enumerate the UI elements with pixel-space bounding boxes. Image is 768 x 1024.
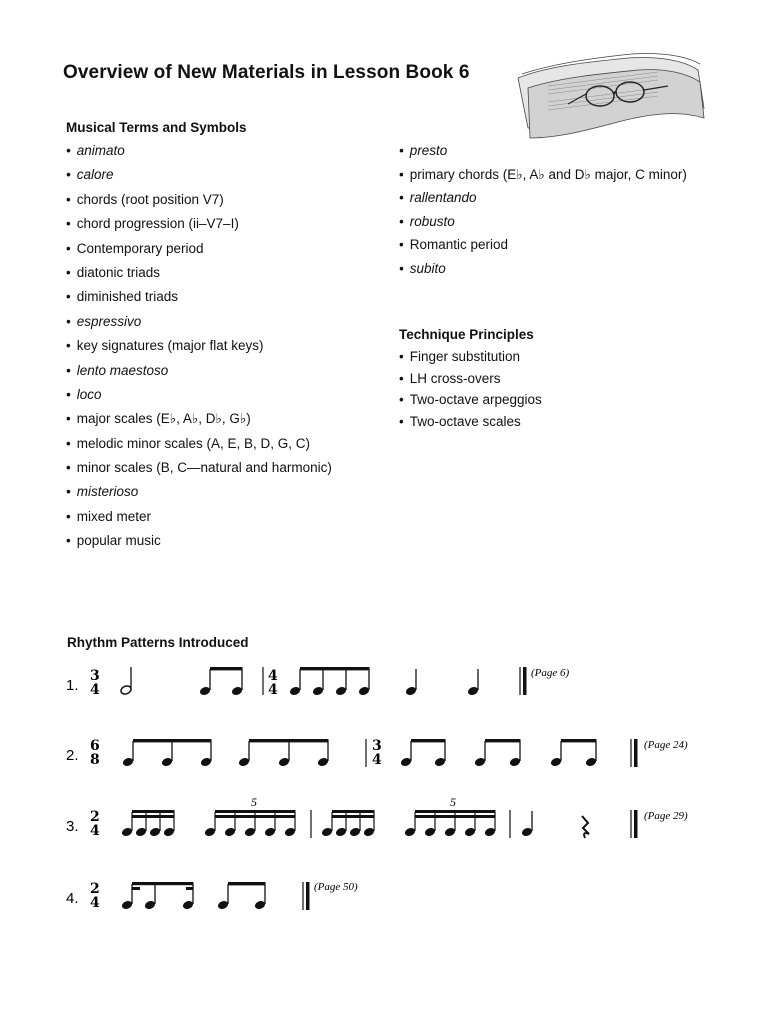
quarter-rest [582, 816, 589, 838]
svg-text:4: 4 [372, 752, 382, 768]
time-signature-4-4 [268, 668, 278, 698]
page-reference: (Page 29) [644, 810, 688, 822]
rhythm-heading: Rhythm Patterns Introduced [67, 635, 249, 650]
list-item: • lento maestoso [66, 361, 332, 385]
rhythm-pattern-2 [66, 738, 688, 768]
sixteenth-note-group [121, 810, 175, 837]
eighth-note-pair [400, 739, 446, 767]
svg-text:4: 4 [268, 682, 278, 698]
half-note [120, 667, 132, 695]
list-item: • diminished triads [66, 287, 332, 311]
final-barline [520, 667, 527, 695]
pattern-number: 3. [66, 818, 79, 835]
list-item: • minor scales (B, C—natural and harmonic) [66, 458, 332, 482]
list-item: • presto [399, 141, 739, 165]
eighth-note-pair [474, 739, 521, 767]
list-item: • animato [66, 141, 332, 165]
svg-text:2: 2 [90, 881, 100, 897]
svg-text:4: 4 [90, 682, 100, 698]
list-item: • robusto [399, 212, 739, 236]
list-item: • Romantic period [399, 235, 739, 259]
tuplet-number: 5 [251, 795, 257, 809]
page-reference: (Page 6) [531, 667, 570, 679]
sheet-music-illustration [508, 48, 710, 146]
svg-text:4: 4 [90, 895, 100, 911]
list-item: • calore [66, 165, 332, 189]
svg-text:3: 3 [372, 738, 382, 754]
pattern-number: 1. [66, 677, 79, 694]
time-signature-2-4 [90, 809, 100, 839]
terms-list-right [399, 141, 739, 282]
list-item: • loco [66, 385, 332, 409]
final-barline [303, 882, 310, 910]
eighth-note-group [238, 739, 329, 767]
eighth-note-pair [217, 882, 266, 910]
time-signature-3-4 [372, 738, 382, 768]
terms-heading: Musical Terms and Symbols [66, 120, 247, 135]
list-item: • key signatures (major flat keys) [66, 336, 332, 360]
terms-list-left [66, 141, 332, 556]
eighth-note-pair [550, 739, 597, 767]
pattern-number: 2. [66, 747, 79, 764]
rhythm-pattern-4 [66, 881, 358, 911]
eighth-note-group [289, 667, 370, 696]
quintuplet-group [404, 795, 496, 837]
time-signature-2-4 [90, 881, 100, 911]
list-item: • primary chords (E♭, A♭ and D♭ major, C minor) [399, 165, 739, 189]
rhythm-pattern-3 [66, 795, 688, 839]
final-barline [631, 739, 638, 767]
rhythm-pattern-1 [66, 667, 570, 698]
technique-heading: Technique Principles [399, 327, 534, 342]
list-item: • Two-octave scales [399, 412, 542, 434]
sixteenth-note-group [321, 810, 375, 837]
svg-text:3: 3 [90, 668, 100, 684]
svg-text:6: 6 [90, 738, 100, 754]
list-item: • LH cross-overs [399, 369, 542, 391]
list-item: • melodic minor scales (A, E, B, D, G, C) [66, 434, 332, 458]
svg-text:4: 4 [90, 823, 100, 839]
quarter-note [405, 669, 417, 696]
quintuplet-group [204, 795, 296, 837]
quarter-note [521, 811, 533, 837]
list-item: • diatonic triads [66, 263, 332, 287]
rhythm-patterns [0, 650, 768, 930]
eighth-note-group [122, 739, 212, 767]
list-item: • Contemporary period [66, 239, 332, 263]
pattern-number: 4. [66, 890, 79, 907]
quarter-note [467, 669, 479, 696]
final-barline [631, 810, 638, 838]
tuplet-number: 5 [450, 795, 456, 809]
svg-text:8: 8 [90, 752, 100, 768]
list-item: • Finger substitution [399, 347, 542, 369]
list-item: • espressivo [66, 312, 332, 336]
list-item: • chords (root position V7) [66, 190, 332, 214]
list-item: • chord progression (ii–V7–I) [66, 214, 332, 238]
list-item: • major scales (E♭, A♭, D♭, G♭) [66, 409, 332, 433]
time-signature-3-4 [90, 668, 100, 698]
page-title: Overview of New Materials in Lesson Book 6 [63, 62, 470, 83]
technique-list [399, 347, 542, 433]
list-item: • rallentando [399, 188, 739, 212]
svg-text:2: 2 [90, 809, 100, 825]
page-reference: (Page 24) [644, 739, 688, 751]
svg-text:4: 4 [268, 668, 278, 684]
time-signature-6-8 [90, 738, 100, 768]
list-item: • misterioso [66, 482, 332, 506]
list-item: • Two-octave arpeggios [399, 390, 542, 412]
list-item: • mixed meter [66, 507, 332, 531]
page-reference: (Page 50) [314, 881, 358, 893]
list-item: • subito [399, 259, 739, 283]
eighth-note-pair [199, 667, 243, 696]
dotted-rhythm-group [121, 882, 194, 910]
list-item: • popular music [66, 531, 332, 555]
